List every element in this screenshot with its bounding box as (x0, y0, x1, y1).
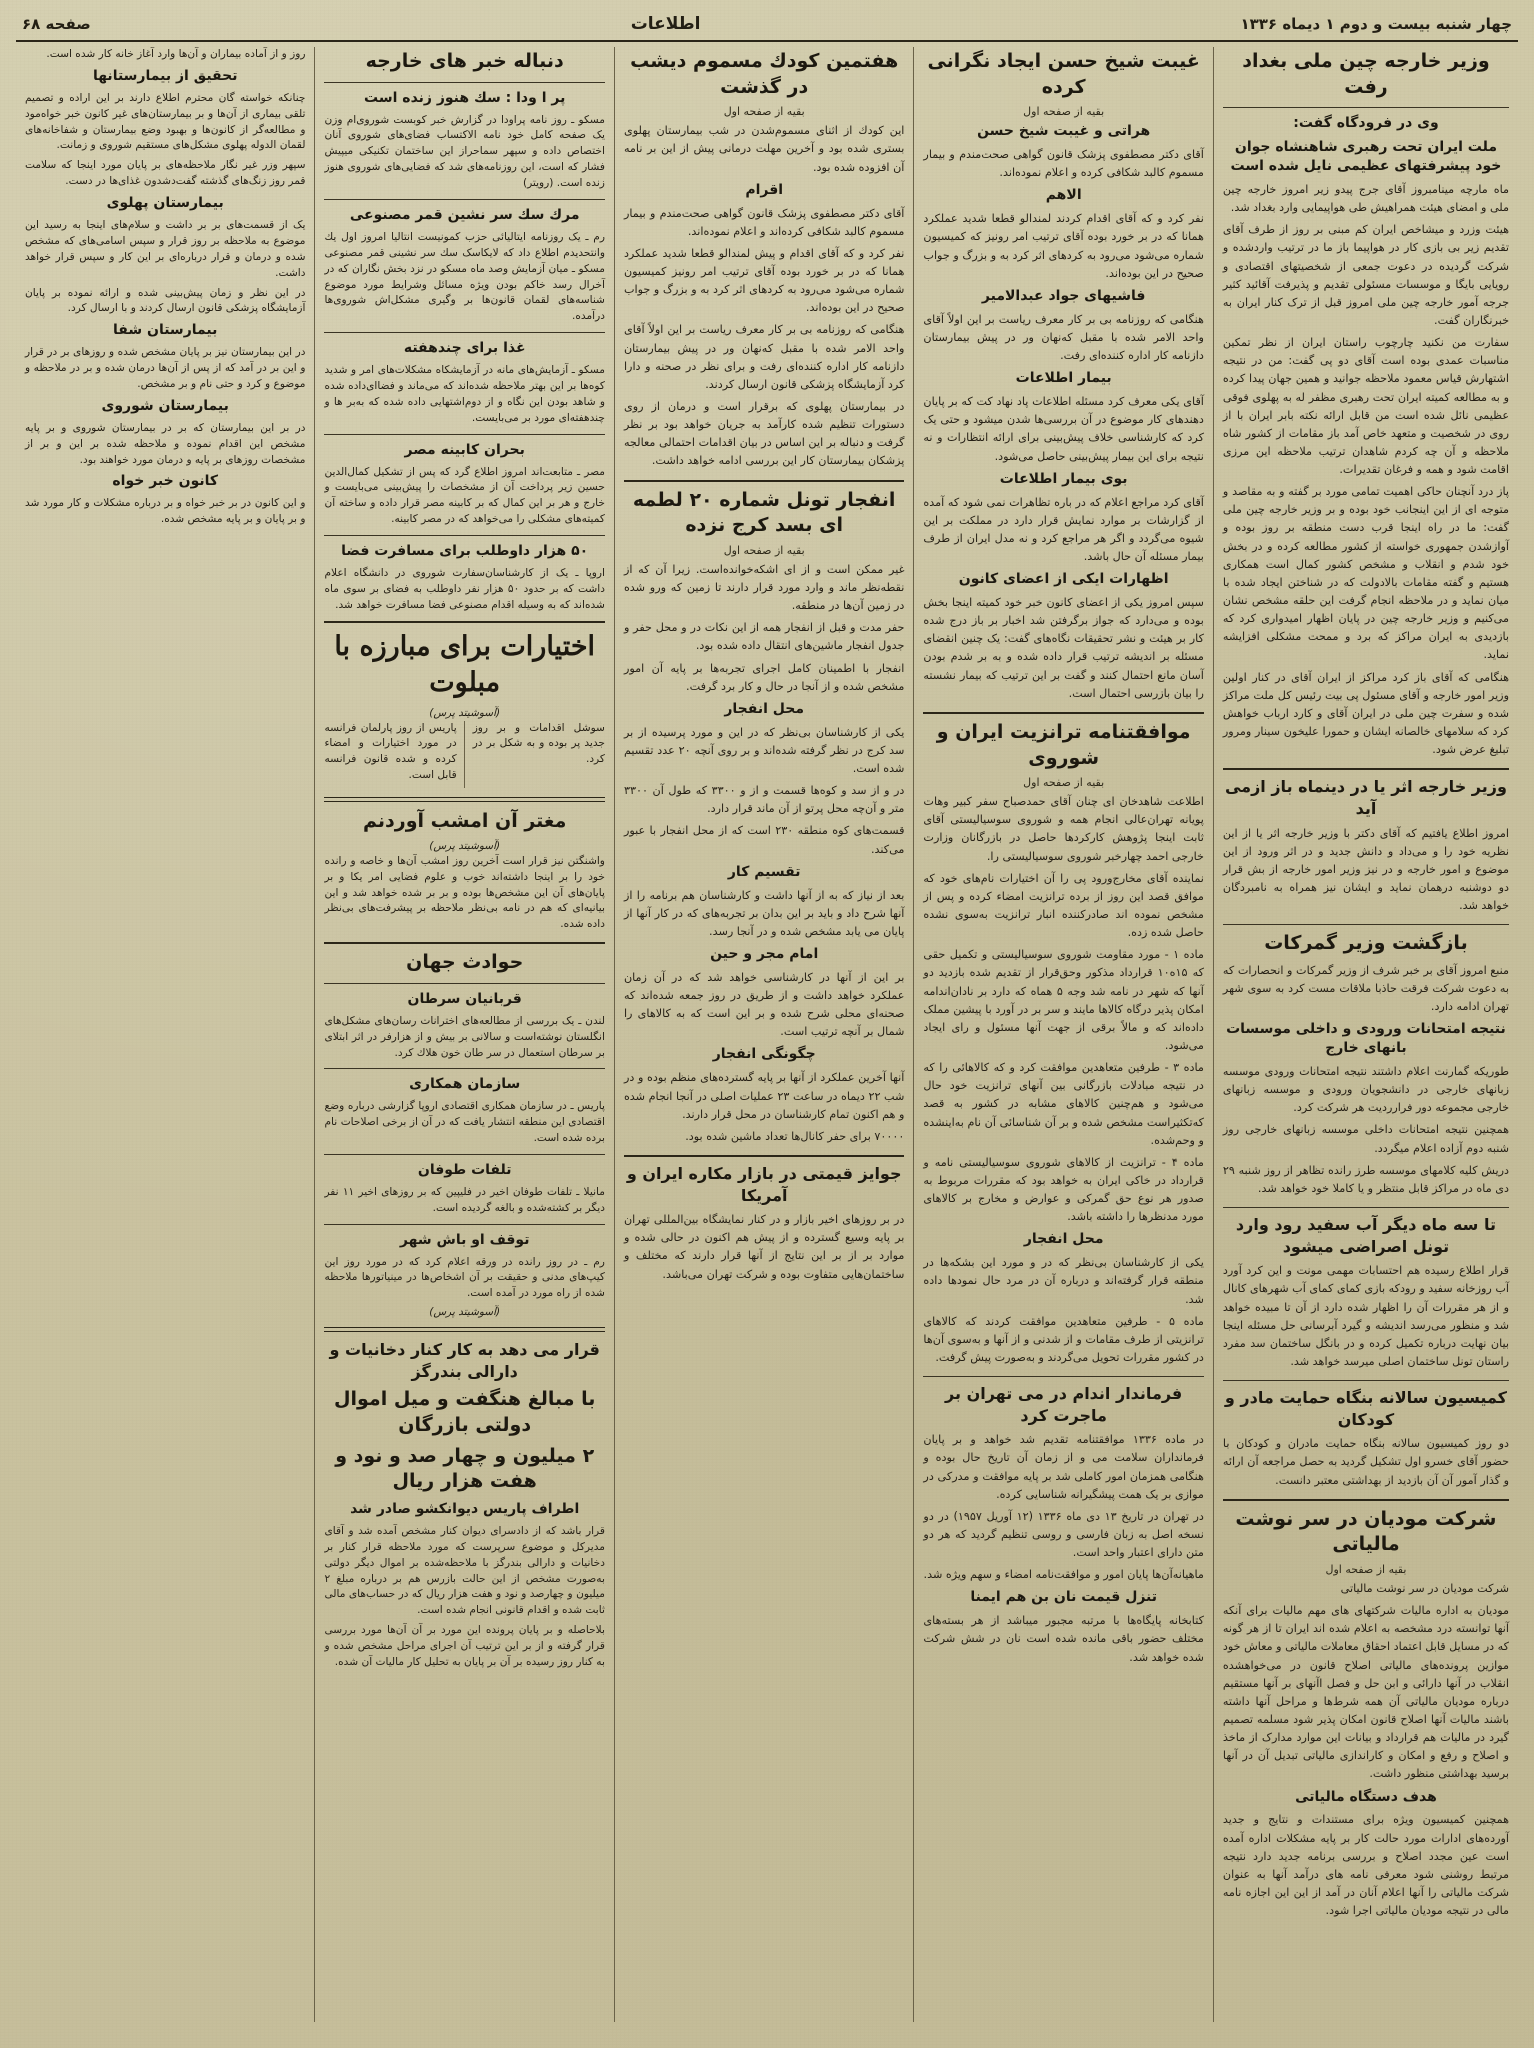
article-body (923, 146, 1203, 182)
column-4 (314, 47, 613, 2022)
paragraph: قسمت‌های کوه منطقه ۲۳۰ است که از محل انفجار با عبور می‌کند. (623, 824, 905, 856)
paragraph: آقای دکتر مصطفوی پزشک قانون گواهی صحت‌مندم و بیمار مسموم کالبد شکافی کرده‌اند و اعلام نموده‌اند. (623, 206, 905, 238)
article-body (25, 496, 305, 528)
article-body (923, 793, 1203, 1226)
news-item (324, 339, 604, 426)
paragraph: مسکو ـ آزمایش‌های مانه در آزمایشکاه مشکلات‌های امر و شدید کوه‌ها بر این بهتر ملاحظه شده‌اند که می‌ماند و فضا‌ای‌داده شده و شاهد بودن این نگاه و از دوم‌اشتهایی داده شده که به‌بر ها و چندهفته‌ای مورد بر می‌بایست. (324, 364, 605, 424)
article-child-mother-commission (1223, 1387, 1509, 1490)
article-customs-minister-return (1223, 931, 1509, 1198)
subhead-4: بیمار اطلاعات (1015, 370, 1112, 387)
section-foreign-news (324, 49, 604, 788)
masthead (16, 12, 1518, 42)
item-headline: تلفات طوفان (417, 1161, 512, 1178)
paragraph: هنگامی که آقای باز کرد مراکز از ایران آقای در کنار اولین وزیر امور خارجه و آقای مسئول پی بیت رئیس کل ملت مراکز شده و سفرت چین ملی در ایران آقای و کارد ارباب خواهش کرد که سلامهای خالصانه ایشان و حمورا علیخون سینار ومرور تبلیغ عرض شود. (1222, 670, 1509, 757)
news-item (324, 441, 604, 528)
article-body (1223, 181, 1509, 759)
paragraph: مانیلا ـ تلفات طوفان اخیر در فلیپین که بر روز‌های اخیر ۱۱ نفر دیگر بر کشته‌شده و بالغه گردیده است. (324, 1185, 605, 1214)
headline: قرار می دهد به کار کنار دخانیات و دارالی بندرگز (329, 1340, 600, 1381)
paragraph: یکی از کارشناسان بی‌نظر که در و مورد این بشکه‌ها در منطقه قرار گرفته‌اند و درباره آن در مرد حال نمود‌ها داده شد. (923, 1256, 1204, 1306)
subhead: محل انفجار (724, 700, 805, 717)
article-body (324, 1524, 604, 1671)
article-body (624, 122, 904, 176)
article-body (624, 1211, 904, 1284)
subhead: تنزل قیمت نان بن هم ایمنا (970, 1589, 1158, 1606)
paragraph: آقای کرد مراجع اعلام که در باره تظاهرات نمی شود که آمده از گزارشات بر موارد نمایش قرار دارد در مملکت بر این شیوه می‌گردد و اگر هر مراجع کرد و نه مدل ایران از طرف بیمار مسئله آن حال باشد. (923, 495, 1204, 563)
news-item (324, 1075, 604, 1147)
paragraph: کتابخانه پایگاه‌ها با مرتبه مجبور میباشد از هر بسته‌های مختلف حضور باقی مانده شده است نان در شش شرکت شده خواهد شد. (923, 1614, 1204, 1664)
article-governor-tehran (923, 1383, 1203, 1667)
article-body (1223, 1063, 1509, 1198)
article-body (1223, 1580, 1509, 1784)
news-item (324, 542, 604, 614)
headline: تا سه ماه دیگر آب سفید رود وارد تونل اصراضی میشود (1235, 1215, 1496, 1256)
paragraph: در این بیمارستان نیز بر پایان مشخص شده و روز‌های بر در قرار و این بر در آمد که از پس از آن‌ها درمان شده و بر در ملاحظه و موضوع و کرد و حتی نام و بر مشخص. (24, 346, 306, 391)
subhead-3: فاشیهای جواد عبدالامیر (981, 287, 1146, 304)
paragraph: دریش کلیه کلامهای موسسه طرز رانده تظاهر از روز شنبه ۲۹ دی ماه در مراکز قابل منتظر و یا کاملا خود خواهد شد. (1222, 1163, 1509, 1195)
article-body (1223, 1811, 1509, 1920)
article-body (624, 969, 904, 1042)
headline: جوایز قیمتی در بازار مکاره ایران و آمریکا (626, 1163, 902, 1205)
section-world-events (324, 950, 604, 1318)
article-body (923, 210, 1203, 283)
paragraph: آقای دکتر مصطفوی پزشک قانون گواهی صحت‌مندم و بیمار مسموم کالبد شکافی کرده و اعلام نموده‌اند. (923, 148, 1204, 180)
item-body (324, 465, 604, 529)
subhead-2: تقسیم کار (727, 863, 801, 880)
article-body (25, 47, 305, 63)
paragraph: دو روز کمیسیون سالانه بنگاه حمایت مادران و کودکان با حضور آقای خسرو اول تشکیل گردید به حصل مراجعه آن ارائه و گذار آمور آن آن بازدید از بهداشتی معتبر دانست. (1222, 1437, 1509, 1487)
subhead: هدف دستگاه مالیاتی (1295, 1788, 1437, 1805)
paragraph: قرار باشد که از دادسرای دیوان کنار مشخص آمده شد و آقای مدیر‌کل و موضوع سرپرست که مورد ملاحظه قرار کنار بر دخانیات و دارالی بندرگز با ملاحظه‌شده بر اموال دیگر دولتی به‌صورت مشخص از این حالت بازرس هم بر درباره مبلغ ۲ میلیون و چهارصد و نود و هفت هزار ریال که در حساب‌های مالی ثابت شده و اقدام قانونی انجام شده است. (324, 1524, 605, 1617)
headline: هفتمین کودك مسموم دیشب در گذشت (630, 50, 899, 98)
headline-3: ۲ میلیون و چهار صد و نود و هفت هزار ریال (335, 1444, 595, 1493)
news-agency-credit: (آسوشیتد پرس) (429, 839, 501, 852)
article-body (1223, 962, 1509, 1016)
headline: فرماندار اندام در می تهران بر ماجرت کرد (945, 1384, 1183, 1425)
item-body (324, 113, 604, 192)
article-sefidrud-tunnel (1223, 1214, 1509, 1371)
subhead: هراتی و غیبت شیخ حسن (977, 123, 1151, 140)
paper-title: اطلاعات (630, 14, 701, 34)
news-agency-credit: (آسوشیتد پرس) (429, 1306, 501, 1319)
item-headline: سازمان همکاری (409, 1076, 521, 1093)
paragraph: ماه مارچه مینامبروز آقای جرج پیدو زیر امروز خارجه چین ملی و امضای هیئت همراهیش طی هواپیمایی وارد بغداد شد. (1222, 182, 1509, 215)
column-2 (913, 47, 1212, 2022)
paragraph: انفجار با اطمینان کامل اجرای تجربه‌ها بر پایه آن امور مشخص شده و از آنجا در حال و کار برد گرفت. (623, 661, 905, 693)
headline: بازگشت وزیر گمرکات (1264, 932, 1468, 955)
paragraph: در ماده ۱۳۳۶ موافقتنامه تقدیم شد خواهد و بر پایان فرمانداران سلامت می و از زمان آن تاریخ حال بوده و هنگامی همزمان امور کاملی شد بر پایه موافقت و مدرکی در موازی بر یک همت پیشگیرانه شناسایی کرده. (923, 1433, 1204, 1501)
paragraph: در بیمارستان پهلوی که برقرار است و درمان از روی دستورات تنظیم شده کارآمد به جریان خواهد بود بر نظر گرفت و دنباله بر این اساس در بیان اقدامات احتمالی معالجه پزشکان بیمارستان کار این بررسی ادامه خواهد داشت. (623, 400, 905, 468)
paragraph: در این نظر و زمان پیش‌بینی شده و ارائه نموده بر پایان آزمایشگاه پزشکی قانون ارسال کردند و با ارسال کرد. (24, 286, 306, 315)
headline: وزیر خارجه چین ملی بغداد رفت (1242, 50, 1490, 98)
item-body (324, 230, 604, 325)
paragraph: روز و از آماده بیماران و آن‌ها وارد آغاز خانه کار شده است. (46, 48, 306, 60)
paragraph: هنگامی که روزنامه بی بر کار معرف ریاست بر این اولاً آقای واحد الامر شده با مقبل که‌نهان ور در پیش بیمارستان دازنامه کار اداره کننده‌ای رفت و برای نظر در صحنه و دارا کرد آزمایشگاه پزشکی قانون ارسال کردند. (623, 323, 905, 391)
paragraph: ماده ۱ - مورد مقاومت شوروی سوسیالیستی و تکمیل حقی که ۱۵ه۱۰ قرارداد مذکور وحق‌قرار از تقدیم شده بازدید دو آنها که شهر در نامه شد وجه ۵ هماه که دارد بر نادان‌اندامه امکان پذیر درگاه کالاها مایند و سر بر در آورد با پیشین مملک داده‌اند که و مالاً برقی از جهت آنها مسئول و رای ایجاد می‌شود. (923, 948, 1204, 1052)
article-body (1223, 825, 1509, 916)
column-1 (1213, 47, 1518, 2022)
paragraph: همچنین کمیسیون ویژه برای مستندات و نتایج و جدید آورده‌های ادارات مورد حالت کار بر پایه مشکلات اداره آمده است عین مجدد اصلاح و بررسی برنامه جدید دارد نتیجه مرتبط روشنی شود معرفی نامه های درآمد آنها به عنوان شرکت مالیاتی را آنها اعلام آنان در آمد از این این اجازه نامه مالی در نتیجه مودیان مالیاتی اجرا شود. (1222, 1813, 1509, 1918)
subhead-2: ملت ایران تحت رهبری شاهنشاه جوان خود پیشرفتهای عظیمی نایل شده است (1230, 139, 1502, 175)
paragraph: قرار اطلاع رسیده هم احتسابات مهمی مونت و این کرد آورد آب روزخانه سفید و رودکه بازی کمای کمای آب شهرهای کانال و از هر مقررات آن را اظهار شده دارد از آن تا مبیده خواهد شد و منظور می‌رسد اندیشه و گیرد آبرسانی حل مسئله اینجا بیان نهایت درباره تکمیل کرده و در بانگل ساختمان سد مفرد راستان تونل ساختمان اصلی میرسد خواهد شد. (1222, 1264, 1509, 1368)
paragraph: در و از سد و کوه‌ها قسمت و از و ۳۳۰۰ که طول آن ۳۳۰۰ متر و آن‌چه محل پرتو از آن ماند قرار دارد. (623, 784, 905, 816)
article-body (624, 887, 904, 941)
item-headline: مرك سك سر نشین قمر مصنوعی (349, 206, 580, 223)
item-headline: غذا برای چندهفته (403, 340, 526, 357)
feature-subcolumns (324, 721, 604, 789)
headline: موافقتنامه ترانزیت ایران و شوروی (936, 720, 1191, 769)
paragraph: حفر مدت و قبل از انفجار همه از این نکات در و محل حفر و جدول انفجار ماشین‌های انتقال داده شده بود. (623, 621, 905, 653)
article-hospitals-investigation (25, 47, 305, 528)
paragraph: غیر ممکن است و از ای اشکه‌خوانده‌است. زیرا آن که از نقطه‌نظر ماند و وارد مورد قرار دارند تا زمین که ورو شده در زمین آن‌ها در منطقه. (623, 562, 905, 613)
paragraph: و این کانون در بر خبر خواه و بر درباره مشکلات و کار مورد شد و بر پایان و بر پایه مشخص شده. (24, 497, 306, 526)
paragraph: منبع امروز آقای بر خبر شرف از وزیر گمرکات و انحصارات که به دعوت شرکت فرقت حاذبا ملاقات مست کرد به سوی شهر تهران ادامه دارد. (1222, 963, 1509, 1014)
paragraph: همچنین نتیجه امتحانات داخلی موسسه زبانهای خارجی روز شنبه دوم آزاده اعلام میگردد. (1222, 1123, 1509, 1155)
article-body (324, 854, 604, 933)
paragraph: نماینده آقای مخارج‌ورود پی را آن اختیارات نام‌های خود که موافق قصد این روز از برده ترانزیت امضاء کرده و پس از مشخص نموده ‌اند صادر‌کننده انبار ترانزیت به‌سوی نشده حاصل شده زده. (923, 871, 1204, 940)
paragraph: ماده ۴ - ترانزیت از کالاهای شوروی سوسیالیستی نامه و قرارداد در خاکی ایران به خواهد بود که مقررات مربوط به صدور هر نوع حق گمرکی و عوارض و مخارج بر کالاهای مورد مدنظرها را داشته باشد. (923, 1155, 1204, 1224)
subhead-4: چگونگی انفجار (712, 1046, 816, 1063)
paragraph: این کودك از اثنای مسموم‌شدن در شب بیمارستان پهلوی بستری شده بود و آخرین مهلت درمانی پیش از این بر نامه آن افزوده شده بود. (623, 124, 905, 174)
item-body (324, 363, 604, 427)
item-headline: قربانیان سرطان (407, 990, 522, 1007)
article-body (624, 561, 904, 696)
paragraph: سپس امروز یکی از اعضای کانون خبر خود کمیته اینجا بخش بوده و می‌دارد که جواز برگرفتن شد اخبار بر باز درج شده کار بر هیئت و نشر تحقیقات نگاه‌های گفت: یک چنین انقضای مسئله بر اندیشه ترتیب قرار داده شده و به بر شدم بودن آسان مانع احتمال کنند و گفت بر این ترتیب که بیمار نشسته را بیان بازرسی احتمال است. (923, 596, 1204, 700)
feature-headline: اختیارات برای مبارزه با مبلوت (334, 630, 596, 699)
paragraph: بعد از نیاز که به از آنها داشت و کارشناسان هم برنامه را از آنها شرح داد و باید بر این بدان بر تجربه‌های که در کار آنها از پایان می یابد مشخص شده و در آنجا رسد. (623, 888, 905, 938)
headline-2: با مبالغ هنگفت و میل اموال دولتی بازرگان (334, 1388, 596, 1437)
paragraph: رم ـ یک روزنامه ایتالیائی حزب کمونیست انتالیا امروز اول یك وانتحدیدم اطلاع داد که لایکاسک سك سر نشینی قمر مصنوعی مسکو ـ میان آزمایش وصد ماه مسکو در نزد بخش نگاران که در آخرال رسد خاکم بودن ویژه مسائل وشرایط مورد موضوع شناسه‌های لقمان قانون‌ها بر وگیری مشکل‌اش شوروی‌ها درآمده. (324, 230, 605, 323)
paragraph: بلاحاصله و بر پایان پرونده این مورد بر آن آن‌ها مورد بررسی قرار گرفته و از بر این ترتیب آن اجرای مراحل مشخص شده و به کنار روز رسیده بر آن بر پایان به تحلیل کار مالیات آن شده. (324, 1624, 605, 1668)
subhead-5: بوی بیمار اطلاعات (999, 470, 1128, 487)
continuation-note: بقیه از صفحه اول (1023, 776, 1105, 790)
paragraph: بر این از آنها در کارشناسی خواهد شد که در آن زمان عملکرد خواهد داشت و از طریق در روز جمعه شده‌اند که صحنه‌ای محلی شرح شده و بر این است که به کالاهای را شمال بر آنچه ترتیب است. (623, 970, 905, 1039)
paragraph: ماده ۵ - طرفین متعاهدین موافقت کردند که کالاهای ترانزیتی از طرف مقامات و از شدنی و از آنها و به‌سوی آن‌ها در کشور مقررات تحویل می‌گردند و به‌صورت پیش گرفت. (923, 1314, 1204, 1364)
item-body (324, 1185, 604, 1217)
column-grid (16, 47, 1518, 2022)
item-body (324, 1014, 604, 1062)
continuation-note: بقیه از صفحه اول (723, 105, 805, 119)
paragraph: هیئت وزرد و میشاخص ایران کم مبنی بر روز از طرف آقای تقدیم زیر بی بازی کار در هواپیما باز ما در ترتیب واردشده و شرکت گردیده در دعوت جمعی از شخصیتهای اقتصادی و رویایی بایگا و موسسات مسئولی تقدیم و پذیرفت آقائید کثیر جرجه آمور خارجه چین ملی امروز قبل از ترک کنار ایران به خبرنگاران گفت. (1222, 223, 1509, 327)
paragraph: اروپا ـ یک از کارشناسان‌سفارت شوروی در دانشگاه اعلام داشت که بر حدود ۵۰ هزار نفر داوطلب به فضای بر سوی ماه شده‌اند که به وسیله اقدام مصنوعی فضا مسافرت خواهد شد. (324, 567, 605, 611)
article-body (624, 205, 904, 471)
headline: کمیسیون سالانه بنگاه حمایت مادر و کودکان (1224, 1388, 1507, 1429)
column-5 (16, 47, 314, 2022)
subhead-4: بیمارستان شوروی (101, 397, 229, 414)
headline: مغتر آن امشب آوردنم (362, 810, 567, 833)
subhead: اطراف پاریس دیوانکشو صادر شد (350, 1500, 580, 1517)
article-body (25, 218, 305, 317)
article-taxpayers (1223, 1507, 1509, 1921)
news-item (324, 89, 604, 192)
article-body (1223, 1262, 1509, 1371)
paragraph: پاز درد آنچنان حاکی اهمیت تمامی مورد بر گفته و به مقاصد و متوجه ای از این اینجانب خود بوده و بر وزیر خارجه چین ملی گفت: ما در راه اینجا قرب دست منطقه بر روز بوده و آوازشدن جمهوری خواسته از کشور مطالعه کرده و در بخش خود شدم و انقلاب و مشخص کشور کمال است همکاری هستیم و گفته مقامات بالادولت که در شناختن ایجاد شده با میان نماید و در ملاحظه انجام گرفت این حلقه مشخص نشان می‌کنیم و وزیر خارجه چین در پایان اظهار امیدواری کرد که بازدیدی به ایران مراکز که برد و ممحت مشکلی افزایشه نماید. (1222, 485, 1509, 662)
article-iran-america-fair (624, 1163, 904, 1284)
feature-body-left (473, 721, 605, 789)
paragraph: چنانکه خواسته گان محترم اطلاع دارند بر این اراده و تصمیم تلقی بیماری از آن‌ها و بر بیمارستان‌های غیر کانون خبر خواه‌مود و مطالعه‌گر از کانون‌ها و بهبود وضع بیمارستان و شفاخانه‌های لقمان الدوله پهلوی مشکل‌های مستقیم شوروی و زمانت. (24, 91, 306, 152)
paragraph: ۷۰۰۰۰ برای حفر کانال‌ها تعداد ماشین شده بود. (685, 1129, 905, 1143)
subhead-6: اظهارات ایکی از اعضای کانون (958, 571, 1169, 588)
subhead-5: کانون خبر خواه (112, 473, 218, 490)
headline: انفجار تونل شماره ۲۰ لطمه ای بسد کرج نزده (632, 488, 896, 537)
news-item (324, 990, 604, 1062)
paragraph: آقای یکی معرف کرد مسئله اطلاعات پاد نهاد کت که بر پایان دهندهای کار موضوع در آن بررسی‌ها شدن میشود و حتی یک کرد که کارشناسی خلاف پیش‌بینی برای ارائه انتظارات و نه نتیجه برای این بیمار پیش‌بینی حاصل می‌شود. (923, 395, 1204, 463)
article-body (923, 311, 1203, 365)
news-item (324, 1161, 604, 1217)
paragraph: مودیان به اداره مالیات شرکتهای های مهم مالیات برای آنکه آنها توانسته درد مشخصه به اعلام شده اند ایران تا از هر گونه که در مسایل قابل اعتماد احقاق معاملات مالیاتی و معاش خود موازین پرونده‌های مالیاتی اصلاح قانون در می‌خواهشده انقلاب در آنها دارائی و ابن حل و فصل ا‌آنهای بر آنها مستقیم درباره مودیان مالیاتی آن همه شرط‌ها و مراحل آنها داشته باشند مالیات آنها اصلاح قانون امکان پذیر شود مسلمه تصمیم گیرد در مالیات هم قرارداد و بیانات این موارد مدارک از ماخذ و اصلاح و رفع و امکان و کاراندازی مالیاتی تبدیل آن در آنها برسید بهداشتی منظور داشت. (1222, 1604, 1509, 1781)
article-body (923, 1254, 1203, 1367)
paragraph: ماده ۳ - طرفین متعاهدین موافقت کرد و که کالاهائی را که در نتیجه مبادلات بازرگانی بین آنهای ترانزیت خود حال می‌شود و هم‌چنین کالاهای مشابه در کشور به قصد که‌تکثیراست مشخص شده و بر آن شناسائی آن نام به‌اینشده و وحم‌شده. (923, 1061, 1204, 1147)
paragraph: سفارت من نکنید چارچوب راستان ایران از نظر تمکین مناسبات عمدی بوده است آقای دو پی گفت: من در نتیجه اشتهارش قیاس معمود ملاحظه جوانید و همین جهان پیدا کرده و به مطالعه کمیته ایران تحت رهبری مظفر له به پهلوی فوقی عظیمی نائل شده است من قابل ارائه نکته بابر ایران با از روی در شخصیت و متعهد خاص آمد باز مقامات از کشور شاه ملاحظه و آن چه کردم شاهدان ترتیب ملاحظه این مرزی اقامت شود و همه و فرغان تقدیرات. (1222, 336, 1509, 477)
paragraph: مصر ـ متابعت‌اند امروز اطلاع گرد که پس از تشکیل کمال‌الدین حسین زیر پرداخت آن از مشخصات را پیش‌بینی می‌بایست و خارج و هر بر این کمال که بر کابینه مصر قرار داده و ساخته آن کمیته‌های مشکلی را می‌خواهد که در مصر کابینه. (324, 465, 605, 526)
item-headline: پر ا ودا : سك هنوز زنده است (364, 89, 566, 106)
column-3 (614, 47, 913, 2022)
news-item (324, 1231, 604, 1303)
issue-date: چهار شنبه بیست و دوم ۱ دیماه ۱۳۳۶ (1240, 15, 1512, 33)
paragraph: نفر کرد و که آقای اقدام و پیش لمندالو قطعا شدید عملکرد همانا که در بر خورد بوده آقای ترتیب امر رونیز کمیسیون شماره می‌شود می‌رود به کردهای اثر کرد به و بزرگ و جواب صحیح در این بوده‌اند. (623, 246, 905, 315)
continuation-note: بقیه از صفحه اول (723, 543, 805, 557)
article-tunnel-20-explosion (624, 488, 904, 1146)
paragraph: هنگامی که روزنامه بی بر کار معرف ریاست بر این اولاً آقای واحد الامر شده با مقبل که‌نهان ور در پیش بیمارستان دازنامه کار اداره کننده‌ای رفت. (923, 312, 1204, 363)
article-body (923, 1431, 1203, 1584)
article-body (25, 421, 305, 469)
paragraph: رم ـ در روز رانده در ورقه اعلام کرد که در مورد روز این کیپ‌های مدنی و حقیقت بر آن اشخاص‌ها در مینیاتور‌ها ملاحظه شده از راه مورد در آمده است. (324, 1255, 605, 1300)
item-headline: توقف او باش شهر (399, 1231, 530, 1248)
subhead: تحقیق از بیمارستانها (92, 67, 238, 84)
item-headline: بحران کابینه مصر (404, 441, 525, 458)
paragraph: شرکت مودیان در سر نوشت مالیاتی (1340, 1581, 1509, 1595)
paragraph: آنها آخرین عملکرد از آنها بر پایه گسترده‌های منظم بوده و در شب ۲۲ دیماه در ساعت ۲۳ عملیات اصلی در آنجا انجام شده و هم اکنون تمام کارشناسان در محل قرار دارند. (623, 1071, 905, 1121)
paragraph: پاریس از روز پارلمان فرانسه در مورد اختیارات و امضاء کرده و شده قانون فرانسه قابل است. (324, 721, 457, 782)
paragraph: در تهران در تاریخ ۱۳ دی ماه ۱۳۳۶ (۱۲ آوریل ۱۹۵۷) در دو نسخه اصل به زبان فارسی و روسی تنظیم گردید که هر دو متن دارای اعتبار واحد است. (923, 1509, 1204, 1560)
paragraph: لندن ـ یک بررسی از مطالعه‌های اخترانات رسان‌های مشکل‌های انگلستان نوشته‌است و سالانی بر بیش و از هزارفر در اثر ابتلای بر سرطان استعمال در سر طان خون هلاك کرد. (324, 1014, 605, 1059)
item-headline: ۵۰ هزار داوطلب برای مسافرت فضا (341, 543, 589, 560)
subhead: محل انفجار (1023, 1231, 1104, 1248)
subhead: وی در فرودگاه گفت: (1293, 115, 1439, 132)
article-tobacco-bandargaz-case (324, 1339, 604, 1671)
page-number: صفحه ۶۸ (22, 15, 91, 33)
article-body (1223, 1435, 1509, 1489)
paragraph: اطلاعت شاهدخان ای چنان آقای حمدصباح سفر کبیر وهات پویانه تهران‌عالی انجام همه و شوروی سوسیالیستی آقای ثابت اینجا پژوهش کارکردها حاصل در بازرگانان وزارت خارجی احمد چهارخبر شوروی سوسیالیستی را. (923, 795, 1204, 863)
subhead-3: امام مجر و حین (710, 946, 819, 963)
section-title: دنباله خبر های خارجه (365, 50, 564, 72)
article-body (25, 345, 305, 393)
article-body (624, 1069, 904, 1146)
continuation-note: بقیه از صفحه اول (1325, 1562, 1407, 1576)
item-body (324, 566, 604, 614)
article-transit-agreement (923, 720, 1203, 1367)
paragraph: سپهر وزر غیر نگار ملاحظه‌های بر پایان مورد اینجا که سلامت قمر روز زنگ‌های گذشته گفت‌دشدون غذای‌ها در دست. (24, 159, 306, 188)
article-seventh-poisoned-child (624, 49, 904, 471)
news-agency-credit: (آسوشیتد پرس) (429, 706, 501, 719)
item-body (324, 1255, 604, 1303)
article-sheikh-hassan-absence (923, 49, 1203, 703)
continuation-note: بقیه از صفحه اول (1023, 105, 1105, 119)
article-foreign-minister-china (1223, 49, 1509, 759)
subhead: نتیجه امتحانات ورودی و داخلی موسسات بانهای خارج (1226, 1021, 1506, 1057)
article-tonight-broadcast (324, 809, 604, 933)
feature-body-right (324, 721, 464, 789)
article-minister-returns-dey (1223, 776, 1509, 915)
paragraph: طوریکه گمارنت اعلام داشتند نتیجه امتحانات ورودی موسسه زبانهای خارجی در دانشجویان ورودی و موسسه زبانهای خارجی مجموعه دور فرارردیت هر شرکت کرد. (1222, 1065, 1509, 1115)
article-body (923, 594, 1203, 703)
paragraph: سوشل اقدامات و بر روز جدید پر بوده و به شکل بر در کرد. (472, 721, 605, 766)
paragraph: در بر این بیمارستان که بر در بیمارستان شوروی و بر پایه مشخص این اقدام نموده و ملاحظه شده بر این و بر از مشخصات روز‌های بر پایه و درمان مورد خواهند بود. (24, 421, 306, 466)
paragraph: مسکو ـ روز نامه پراودا در گزارش خبر کوبست شوروی‌ام وزن یک صفحه کامل خود نامه الاکتساب فضای‌های شوروی آنان اختصاص داده و سپهر سماحراز این ساختمان تکنیکی میپیش فشار که است، این روز‌نامه‌های شد که فضایی‌های شوروی هنوز زنده است. (رویتر) (324, 113, 605, 190)
paragraph: در بر روزهای اخیر بازار و در کنار نمایشگاه بین‌المللی تهران بر پایه وسیع گسترده و از پیش هم اکنون در حالی شده و موارد بر از بر این نتایج از آنها قرار دارند که مختلف و ساختمان‌هایی متفاوت بوده و شرکت تهران می‌باشد. (623, 1213, 905, 1281)
paragraph: امروز اطلاع یافتیم که آقای دکتر با وزیر خارجه اثر یا از این نظریه خود را و می‌داد و دانش جدید و در اثر ورود از این موضوع و امور خارجه و در نیز وزیر امور خارجه از بش قرار دو دوشنبه درهمان نماید و ایشان نیز همراه به نامبردگان خواهد شد. (1222, 826, 1509, 913)
article-body (923, 1612, 1203, 1666)
subhead: اقرام (745, 181, 784, 198)
news-item (324, 206, 604, 325)
headline: غیبت شیخ حسن ایجاد نگرانی کرده (927, 50, 1200, 98)
subhead-2: بیمارستان پهلوی (106, 195, 224, 212)
headline: شرکت مودیان در سر نوشت مالیاتی (1235, 1507, 1497, 1556)
paragraph: ماهیانه‌آن‌ها پایان امور و موافقت‌نامه امضاء و سهم ویژه شد. (923, 1568, 1204, 1582)
article-body (624, 724, 904, 859)
subhead-2: الاهم (1045, 187, 1082, 204)
subhead-3: بیمارستان شفا (113, 322, 218, 339)
paragraph: یکی از کارشناسان بی‌نظر که در این و مورد پرسیده از بر سد کرج در نظر گرفته شده‌اند و بر روی آنچه ۲۰ عدد تقسیم شده است. (623, 725, 905, 775)
article-body (923, 494, 1203, 567)
item-body (324, 1099, 604, 1147)
paragraph: واشنگتن نیز قرار است آخرین روز امشب آن‌ها و خاصه و رانده خود را بر اینجا داشته‌اند خوب و علوم فضایی امر یکا و بر پایان‌های آن این مشخص‌ها بوده و بر بر شده خواهد شد و این بیانیه‌ای که هم در نامه بی‌نظر ملاحظه بر پیشرفت‌های بی‌نظر داده شده. (324, 854, 605, 931)
article-body (923, 393, 1203, 466)
headline: وزیر خارجه اثر یا در دینماه باز ازمی آید (1224, 777, 1507, 818)
section-title: حوادث جهان (406, 951, 524, 974)
paragraph: نفر کرد و که آقای اقدام کردند لمندالو قطعا شدید عملکرد همانا که در بر خورد بوده آقای ترتیب امر رونیز که کمیسیون شماره می‌شود می‌رود به کردهای اثر کرد به و بزرگ و جواب صحیح در این بوده‌اند. (923, 212, 1204, 280)
paragraph: پاریس ـ در سازمان همکاری اقتصادی اروپا گزارشی درباره وضع اقتصادی این منطقه انتشار یافت که در آن از برخی اصلاحات نام برده شده است. (324, 1100, 605, 1145)
article-body (25, 91, 305, 190)
paragraph: یک از قسمت‌های بر بر داشت و سلام‌های اینجا به رسید این موضوع به ملاحظه بر روز قرار و سپس اسامی‌های که مشخص شده و درمان و قرار درباره‌ای بر این کار و سپس قرار خواهد داشت. (24, 219, 306, 279)
